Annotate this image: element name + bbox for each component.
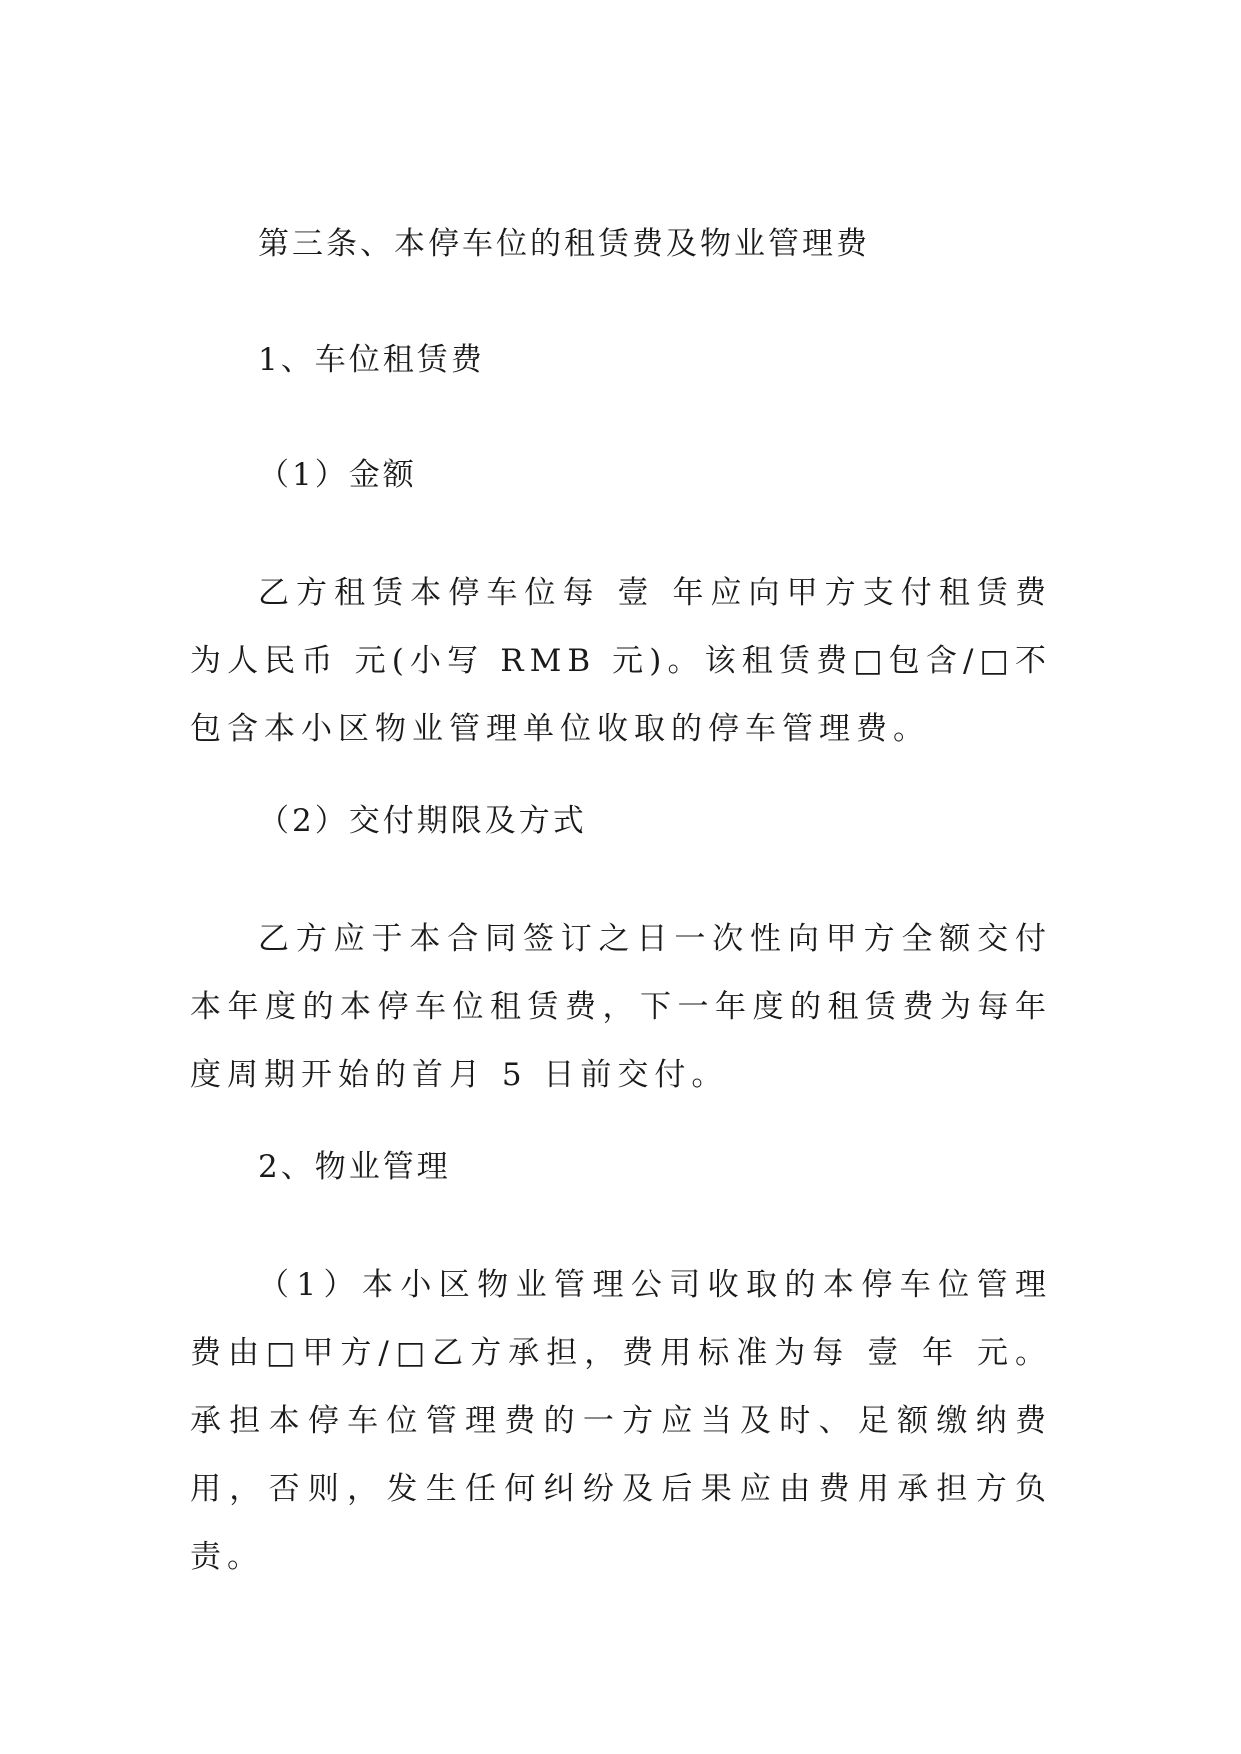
section-title-parking-rent: 1、车位租赁费 bbox=[258, 342, 485, 378]
subsection-title-amount: （1）金额 bbox=[258, 457, 417, 493]
section-title-property-management: 2、物业管理 bbox=[258, 1149, 451, 1185]
paragraph-management-fee: （1）本小区物业管理公司收取的本停车位管理费由□甲方/□乙方承担，费用标准为每 壹 年 元。承担本停车位管理费的一方应当及时、足额缴纳费用，否则，发生任何纠纷及后果应由费用承担方负责。 bbox=[190, 1267, 1052, 1575]
paragraph-payment-terms: 乙方应于本合同签订之日一次性向甲方全额交付本年度的本停车位租赁费，下一年度的租赁费为每年度周期开始的首月 5 日前交付。 bbox=[190, 921, 1052, 1093]
subsection-title-payment-terms: （2）交付期限及方式 bbox=[258, 803, 587, 839]
paragraph-rent-amount: 乙方租赁本停车位每 壹 年应向甲方支付租赁费为人民币 元(小写 RMB 元)。该租赁费□包含/□不包含本小区物业管理单位收取的停车管理费。 bbox=[190, 575, 1052, 747]
article-title: 第三条、本停车位的租赁费及物业管理费 bbox=[258, 226, 870, 262]
